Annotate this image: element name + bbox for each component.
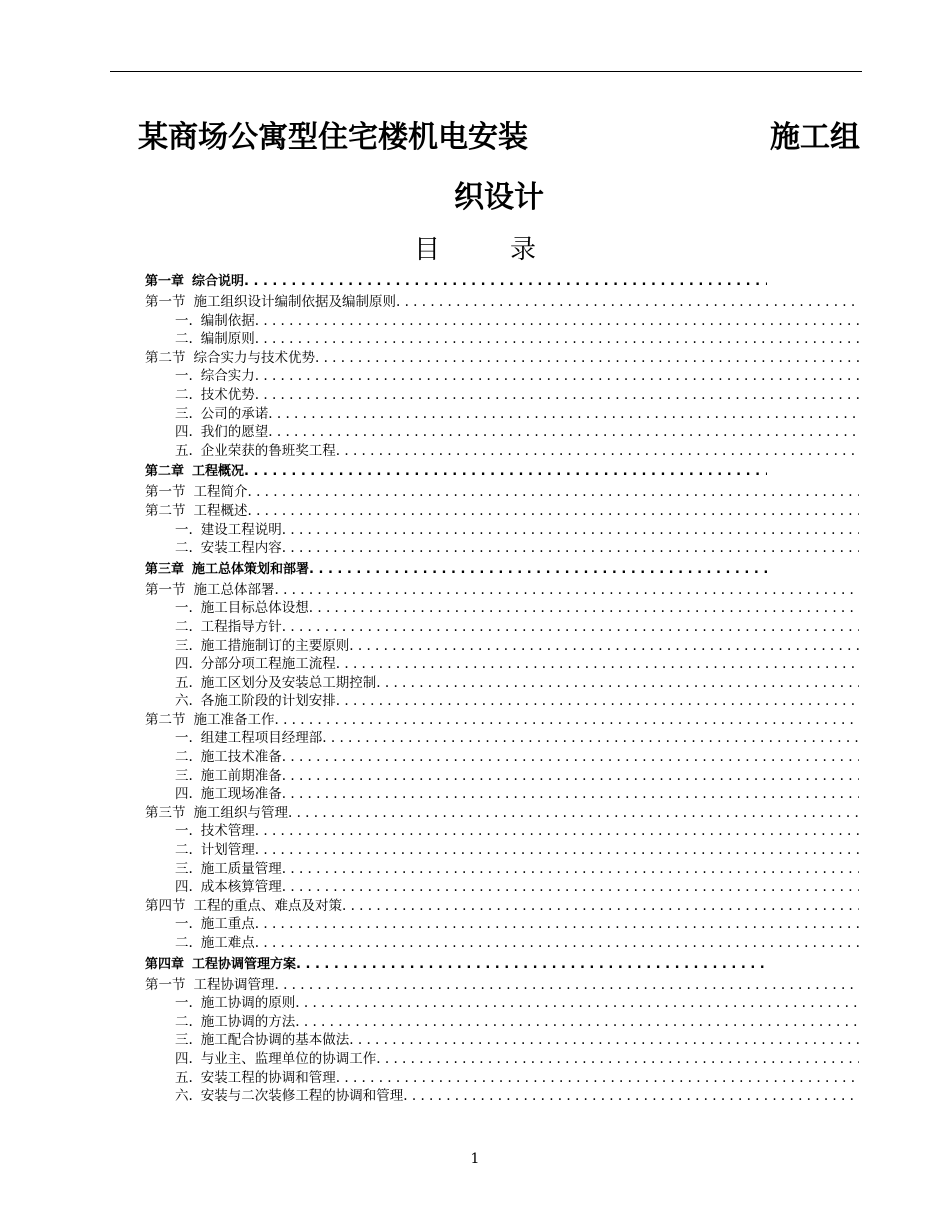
toc-entry-prefix: 第三章 — [145, 561, 185, 577]
toc-entry-prefix: 一. — [175, 600, 193, 617]
toc-entry-label: 安装工程的协调和管理 — [200, 1069, 336, 1086]
toc-entry-item[interactable] — [145, 748, 859, 767]
toc-entry-label: 施工总体策划和部署 — [192, 561, 310, 577]
toc-entry-prefix: 第一节 — [145, 294, 186, 310]
toc-entry-item[interactable] — [145, 442, 859, 461]
toc-dot-leader — [255, 841, 859, 860]
toc-entry-prefix: 第二节 — [145, 711, 186, 728]
toc-entry-label: 施工目标总体设想 — [200, 600, 309, 617]
toc-entry-prefix: 五. — [175, 674, 193, 691]
toc-dot-leader — [349, 637, 859, 656]
toc-entry-prefix: 六. — [175, 1088, 193, 1105]
toc-entry-section[interactable] — [145, 804, 859, 823]
toc-entry-prefix: 第一节 — [145, 976, 186, 993]
toc-entry-label: 施工配合协调的基本做法 — [200, 1032, 350, 1049]
toc-entry-chapter[interactable] — [145, 558, 767, 581]
toc-entry-prefix: 五. — [175, 1069, 193, 1086]
toc-entry-prefix: 三. — [175, 767, 193, 784]
toc-entry-item[interactable] — [145, 692, 859, 711]
toc-entry-label: 施工协调的原则 — [200, 995, 296, 1012]
toc-entry-prefix: 二. — [175, 749, 193, 766]
toc-entry-label: 工程的重点、难点及对策 — [193, 897, 342, 914]
toc-dot-leader — [396, 293, 859, 312]
toc-entry-item[interactable] — [145, 1087, 859, 1106]
toc-dot-leader — [315, 349, 859, 368]
toc-entry-prefix: 二. — [175, 540, 193, 557]
toc-entry-item[interactable] — [145, 934, 859, 953]
toc-dot-leader — [282, 860, 859, 879]
table-of-contents — [145, 270, 859, 1106]
toc-entry-section[interactable] — [145, 349, 859, 368]
title-line1-right: 施工组 — [770, 120, 860, 155]
toc-dot-leader — [255, 367, 859, 386]
toc-entry-label: 工程概况 — [192, 464, 245, 480]
toc-dot-leader — [282, 748, 859, 767]
title-line1-left: 某商场公寓型住宅楼机电安装 — [138, 120, 528, 155]
toc-entry-prefix: 五. — [175, 442, 193, 459]
page-number: 1 — [470, 1151, 480, 1167]
toc-dot-leader — [288, 804, 859, 823]
toc-entry-item[interactable] — [145, 822, 859, 841]
toc-entry-label: 综合说明 — [192, 274, 245, 289]
toc-dot-leader — [282, 785, 859, 804]
toc-dot-leader — [275, 581, 860, 600]
toc-entry-label: 安装与二次装修工程的协调和管理 — [200, 1088, 404, 1105]
toc-entry-label: 施工准备工作 — [193, 711, 275, 728]
toc-entry-item[interactable] — [145, 674, 859, 693]
toc-entry-label: 编制原则 — [200, 331, 255, 348]
toc-entry-prefix: 第四节 — [145, 897, 186, 914]
toc-entry-label: 安装工程内容 — [200, 540, 282, 557]
toc-entry-prefix: 六. — [175, 693, 193, 710]
toc-dot-leader — [282, 539, 859, 558]
toc-entry-item[interactable] — [145, 521, 859, 540]
toc-entry-label: 成本核算管理 — [200, 879, 282, 896]
toc-heading — [0, 232, 950, 268]
toc-entry-label: 技术优势 — [200, 386, 255, 403]
toc-entry-chapter[interactable] — [145, 953, 767, 976]
toc-entry-section[interactable] — [145, 976, 859, 995]
toc-entry-item[interactable] — [145, 767, 859, 786]
toc-entry-section[interactable] — [145, 897, 859, 916]
toc-entry-label: 施工协调的方法 — [200, 1013, 296, 1030]
toc-entry-section[interactable] — [145, 293, 859, 312]
toc-entry-prefix: 一. — [175, 823, 193, 840]
toc-entry-item[interactable] — [145, 655, 859, 674]
toc-entry-label: 工程协调管理 — [193, 976, 275, 993]
toc-entry-item[interactable] — [145, 1069, 859, 1088]
toc-entry-prefix: 二. — [175, 842, 193, 859]
toc-entry-item[interactable] — [145, 729, 859, 748]
toc-entry-prefix: 二. — [175, 1013, 193, 1030]
toc-dot-leader — [336, 655, 859, 674]
toc-entry-item[interactable] — [145, 367, 859, 386]
toc-entry-item[interactable] — [145, 618, 859, 637]
toc-entry-item[interactable] — [145, 539, 859, 558]
toc-entry-item[interactable] — [145, 841, 859, 860]
toc-entry-label: 技术管理 — [200, 823, 255, 840]
toc-dot-leader — [248, 483, 860, 502]
toc-dot-leader — [342, 897, 859, 916]
toc-dot-leader — [275, 711, 860, 730]
toc-dot-leader — [244, 270, 767, 293]
toc-entry-chapter[interactable] — [145, 270, 767, 293]
toc-entry-label: 组建工程项目经理部 — [200, 730, 323, 747]
toc-entry-prefix: 四. — [175, 424, 193, 441]
toc-entry-prefix: 第一节 — [145, 581, 186, 598]
toc-entry-label: 综合实力与技术优势 — [193, 349, 315, 366]
toc-dot-leader — [255, 822, 859, 841]
toc-entry-prefix: 四. — [175, 656, 193, 673]
toc-entry-label: 施工前期准备 — [200, 767, 282, 784]
toc-entry-label: 施工质量管理 — [200, 860, 282, 877]
title-line2: 织设计 — [454, 180, 544, 215]
toc-entry-chapter[interactable] — [145, 460, 767, 483]
toc-entry-prefix: 三. — [175, 405, 193, 422]
toc-entry-item[interactable] — [145, 330, 859, 349]
toc-entry-item[interactable] — [145, 915, 859, 934]
toc-entry-item[interactable] — [145, 599, 859, 618]
toc-entry-prefix: 三. — [175, 637, 193, 654]
toc-entry-label: 施工组织设计编制依据及编制原则 — [193, 294, 396, 310]
toc-entry-label: 综合实力 — [200, 368, 255, 385]
toc-dot-leader — [295, 1013, 859, 1032]
toc-dot-leader — [255, 915, 859, 934]
toc-entry-prefix: 三. — [175, 1032, 193, 1049]
toc-entry-label: 计划管理 — [200, 842, 255, 859]
toc-dot-leader — [336, 1069, 859, 1088]
toc-entry-label: 施工区划分及安装总工期控制 — [200, 674, 377, 691]
toc-entry-label: 施工措施制订的主要原则 — [200, 637, 350, 654]
toc-dot-leader — [282, 521, 859, 540]
toc-dot-leader — [376, 674, 859, 693]
toc-entry-label: 工程协调管理方案 — [192, 956, 297, 972]
toc-entry-label: 施工技术准备 — [200, 749, 282, 766]
toc-entry-prefix: 三. — [175, 860, 193, 877]
toc-dot-leader — [255, 386, 859, 405]
toc-entry-prefix: 二. — [175, 618, 193, 635]
toc-entry-item[interactable] — [145, 423, 859, 442]
toc-entry-prefix: 二. — [175, 331, 193, 348]
toc-dot-leader — [282, 878, 859, 897]
toc-entry-label: 与业主、监理单位的协调工作 — [200, 1050, 377, 1067]
toc-entry-prefix: 第二节 — [145, 349, 186, 366]
toc-entry-prefix: 第三节 — [145, 804, 186, 821]
toc-dot-leader — [295, 994, 859, 1013]
toc-entry-label: 施工重点 — [200, 916, 255, 933]
toc-entry-prefix: 第一节 — [145, 484, 186, 501]
toc-entry-section[interactable] — [145, 711, 859, 730]
toc-dot-leader — [282, 618, 859, 637]
toc-entry-section[interactable] — [145, 502, 859, 521]
toc-entry-label: 施工组织与管理 — [193, 804, 288, 821]
toc-entry-prefix: 二. — [175, 386, 193, 403]
toc-dot-leader — [268, 405, 859, 424]
toc-entry-section[interactable] — [145, 581, 859, 600]
toc-entry-prefix: 四. — [175, 786, 193, 803]
toc-dot-leader — [403, 1087, 859, 1106]
toc-entry-item[interactable] — [145, 637, 859, 656]
toc-entry-prefix: 第二节 — [145, 502, 186, 519]
document-title — [138, 108, 860, 228]
toc-entry-label: 施工现场准备 — [200, 786, 282, 803]
toc-entry-prefix: 二. — [175, 935, 193, 951]
toc-dot-leader — [244, 460, 767, 483]
toc-entry-prefix: 一. — [175, 995, 193, 1012]
toc-entry-item[interactable] — [145, 860, 859, 879]
toc-entry-label: 分部分项工程施工流程 — [200, 656, 336, 673]
toc-dot-leader — [309, 558, 767, 581]
toc-entry-label: 工程概述 — [193, 502, 248, 519]
toc-entry-item[interactable] — [145, 312, 859, 331]
toc-entry-item[interactable] — [145, 994, 859, 1013]
toc-entry-prefix: 第四章 — [145, 956, 185, 972]
toc-entry-item[interactable] — [145, 878, 859, 897]
toc-entry-label: 施工难点 — [200, 935, 255, 951]
toc-entry-prefix: 一. — [175, 312, 193, 329]
toc-dot-leader — [322, 729, 859, 748]
toc-dot-leader — [268, 423, 859, 442]
toc-dot-leader — [349, 1031, 859, 1050]
toc-dot-leader — [309, 599, 859, 618]
toc-entry-section[interactable] — [145, 483, 859, 502]
toc-entry-label: 施工总体部署 — [193, 581, 275, 598]
toc-dot-leader — [282, 767, 859, 786]
toc-entry-label: 我们的愿望 — [200, 424, 269, 441]
toc-entry-item[interactable] — [145, 386, 859, 405]
toc-entry-prefix: 一. — [175, 916, 193, 933]
toc-dot-leader — [255, 330, 859, 349]
toc-entry-label: 企业荣获的鲁班奖工程 — [200, 442, 336, 459]
toc-dot-leader — [255, 312, 859, 331]
toc-entry-label: 编制依据 — [200, 312, 255, 329]
toc-entry-prefix: 四. — [175, 1050, 193, 1067]
toc-entry-label: 公司的承诺 — [200, 405, 269, 422]
toc-dot-leader — [336, 692, 859, 711]
toc-entry-prefix: 一. — [175, 730, 193, 747]
toc-heading-char2: 录 — [510, 235, 537, 265]
toc-entry-label: 各施工阶段的计划安排 — [200, 693, 336, 710]
toc-dot-leader — [296, 953, 767, 976]
toc-entry-prefix: 四. — [175, 879, 193, 896]
toc-entry-label: 建设工程说明 — [200, 521, 282, 538]
toc-entry-item[interactable] — [145, 405, 859, 424]
toc-dot-leader — [336, 442, 859, 461]
toc-entry-prefix: 第一章 — [145, 274, 185, 289]
header-rule — [110, 71, 862, 72]
toc-dot-leader — [248, 502, 860, 521]
toc-entry-item[interactable] — [145, 1031, 859, 1050]
toc-entry-item[interactable] — [145, 1013, 859, 1032]
toc-heading-char1: 目 — [413, 235, 440, 265]
toc-entry-label: 工程简介 — [193, 484, 248, 501]
toc-entry-prefix: 一. — [175, 368, 193, 385]
toc-entry-label: 工程指导方针 — [200, 618, 282, 635]
toc-entry-prefix: 一. — [175, 521, 193, 538]
toc-dot-leader — [255, 934, 859, 953]
toc-entry-prefix: 第二章 — [145, 464, 185, 480]
toc-entry-item[interactable] — [145, 1050, 859, 1069]
toc-entry-item[interactable] — [145, 785, 859, 804]
toc-dot-leader — [376, 1050, 859, 1069]
toc-dot-leader — [275, 976, 860, 995]
